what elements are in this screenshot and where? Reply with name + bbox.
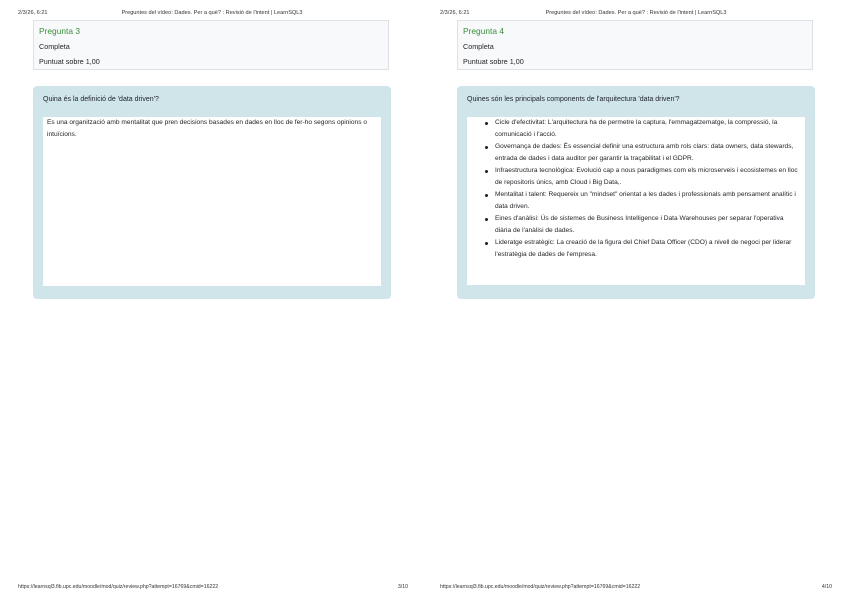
question-formulation — [457, 86, 815, 299]
header-date: 2/3/26, 6:21 — [440, 10, 470, 16]
question-title: Pregunta 4 — [463, 26, 504, 36]
question-state: Completa — [463, 42, 494, 51]
footer-url: https://learnsql3.fib.upc.edu/moodle/mod/quiz/review.php?attempt=16769&cmid=16222 — [440, 584, 641, 590]
question-text: Quina és la definició de 'data driven'? — [43, 96, 159, 103]
answer-box: Es una organització amb mentalitat que pren decisions basades en dades en lloc de fer-ho segons opinions o intuïcions. — [43, 117, 381, 286]
question-grade: Puntuat sobre 1,00 — [463, 57, 524, 66]
question-info-box — [457, 20, 813, 70]
answer-list-item: Mentalitat i talent: Requereix un "mindset" orientat a les dades i professionals amb pensament analític i data driven. — [495, 189, 801, 213]
header-title: Preguntes del vídeo: Dades. Per a què? : Revisió de l'intent | LearnSQL3 — [545, 10, 727, 16]
answer-list — [471, 117, 801, 261]
question-formulation — [33, 86, 391, 299]
answer-box — [467, 117, 805, 285]
question-text: Quines són les principals components de l'arquitectura 'data driven'? — [467, 96, 680, 103]
pdf-page-4 — [424, 0, 848, 600]
header-title: Preguntes del vídeo: Dades. Per a què? : Revisió de l'intent | LearnSQL3 — [121, 10, 303, 16]
answer-list-item: Infraestructura tecnològica: Evolució cap a nous paradigmes com els microserveis i ecosistemes en lloc de repositoris únics, amb Cloud i Big Data,. — [495, 165, 801, 189]
question-title: Pregunta 3 — [39, 26, 80, 36]
question-grade: Puntuat sobre 1,00 — [39, 57, 100, 66]
footer-url: https://learnsql3.fib.upc.edu/moodle/mod/quiz/review.php?attempt=16769&cmid=16222 — [18, 584, 219, 590]
header-date: 2/3/26, 6:21 — [18, 10, 48, 16]
answer-list-item: Governança de dades: És essencial definir una estructura amb rols clars: data owners, data stewards, entrada de dades i data auditor per garantir la traçabilitat i el GDPR. — [495, 141, 801, 165]
footer-page-number: 4/10 — [821, 584, 832, 590]
answer-list-item: Lideratge estratègic: La creació de la figura del Chief Data Officer (CDO) a nivell de negoci per liderar l'estratègia de dades de l'empresa. — [495, 237, 801, 261]
question-state: Completa — [39, 42, 70, 51]
answer-list-item: Cicle d'efectivitat: L'arquitectura ha de permetre la captura, l'emmagatzematge, la compressió, la comunicació i l'acció. — [495, 117, 801, 141]
footer-page-number: 3/10 — [397, 584, 408, 590]
answer-list-item: Eines d'anàlisi: Ús de sistemes de Business Intelligence i Data Warehouses per separar l'operativa diària de l'anàlisi de dades. — [495, 213, 801, 237]
question-info-box — [33, 20, 389, 70]
